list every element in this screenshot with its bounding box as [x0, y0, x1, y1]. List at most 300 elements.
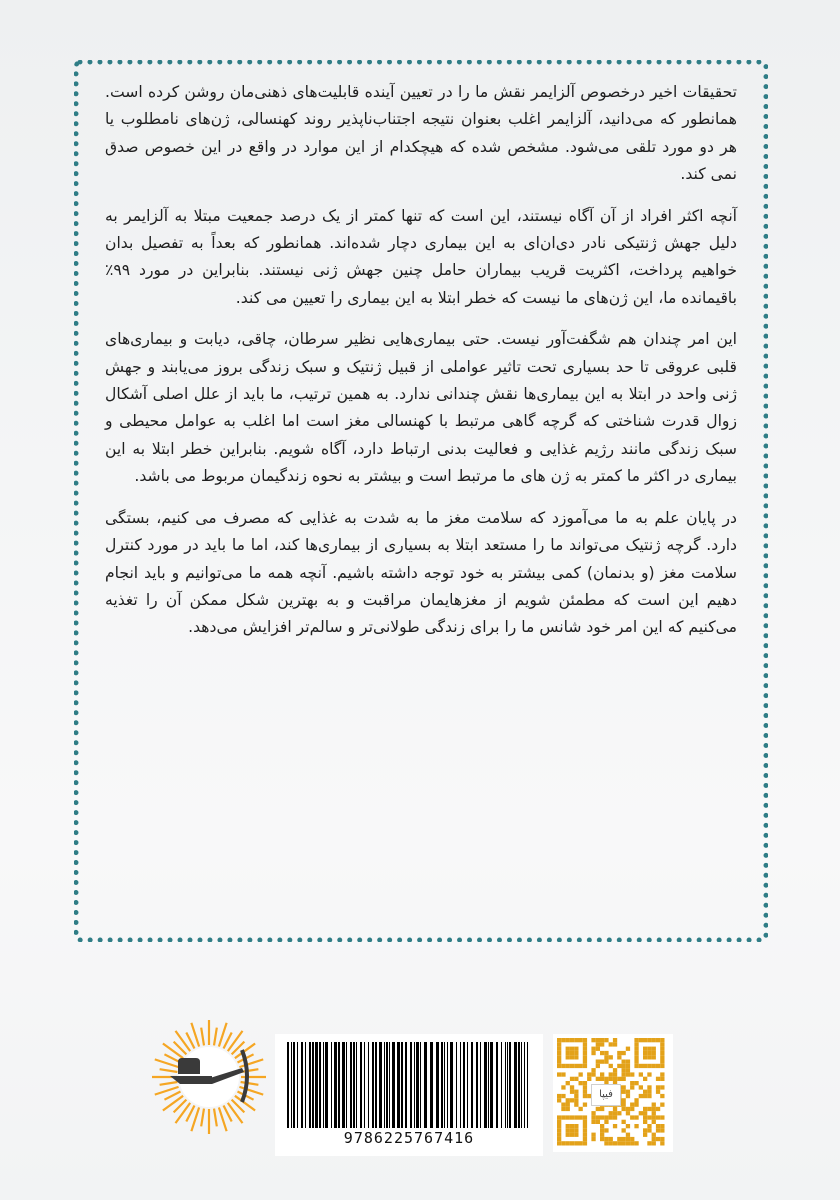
qr-module — [660, 1115, 664, 1119]
qr-module — [600, 1137, 604, 1141]
qr-module — [652, 1111, 656, 1115]
qr-module — [656, 1085, 660, 1089]
qr-module — [660, 1051, 664, 1055]
qr-module — [570, 1115, 574, 1119]
qr-module — [613, 1068, 617, 1072]
qr-badge-label: فیپا — [591, 1084, 621, 1106]
qr-module — [626, 1094, 630, 1098]
barcode-bar — [521, 1042, 522, 1128]
barcode-bar — [507, 1042, 508, 1128]
qr-module — [600, 1124, 604, 1128]
qr-module — [622, 1060, 626, 1064]
sun-ray — [214, 1028, 217, 1046]
barcode-bar — [518, 1042, 520, 1128]
qr-module — [617, 1051, 621, 1055]
qr-module — [561, 1107, 565, 1111]
qr-module — [652, 1107, 656, 1111]
qr-module — [634, 1038, 638, 1042]
barcode-bar — [416, 1042, 419, 1128]
barcode-bar — [384, 1042, 385, 1128]
qr-module — [566, 1115, 570, 1119]
qr-module — [639, 1064, 643, 1068]
qr-module — [660, 1085, 664, 1089]
barcode-bar — [401, 1042, 403, 1128]
qr-module — [566, 1107, 570, 1111]
qr-module — [591, 1047, 595, 1051]
qr-module — [643, 1051, 647, 1055]
qr-module — [634, 1047, 638, 1051]
sun-ray — [241, 1082, 259, 1085]
barcode-bar — [450, 1042, 453, 1128]
publisher-logo-icon — [150, 1018, 268, 1136]
qr-module — [617, 1055, 621, 1059]
qr-module — [622, 1085, 626, 1089]
barcode-bar — [346, 1042, 347, 1128]
qr-module — [604, 1141, 608, 1145]
barcode-bar — [405, 1042, 407, 1128]
qr-module — [622, 1077, 626, 1081]
qr-module — [656, 1107, 660, 1111]
qr-module — [570, 1064, 574, 1068]
barcode-bar — [509, 1042, 511, 1128]
barcode-bar — [524, 1042, 525, 1128]
qr-module — [600, 1128, 604, 1132]
qr-module — [557, 1094, 561, 1098]
qr-module — [566, 1128, 570, 1132]
qr-module — [652, 1133, 656, 1137]
qr-module — [622, 1141, 626, 1145]
qr-module — [622, 1137, 626, 1141]
qr-module — [660, 1060, 664, 1064]
barcode-bar — [287, 1042, 289, 1128]
qr-module — [660, 1072, 664, 1076]
qr-module — [600, 1115, 604, 1119]
qr-module — [570, 1128, 574, 1132]
qr-module — [643, 1077, 647, 1081]
barcode-bar — [312, 1042, 314, 1128]
qr-module — [557, 1128, 561, 1132]
qr-module — [557, 1124, 561, 1128]
qr-module — [591, 1068, 595, 1072]
qr-module — [566, 1081, 570, 1085]
barcode-bar — [514, 1042, 517, 1128]
qr-module — [643, 1055, 647, 1059]
qr-module — [617, 1137, 621, 1141]
barcode-bar — [293, 1042, 295, 1128]
qr-module — [613, 1124, 617, 1128]
qr-module — [622, 1103, 626, 1107]
qr-module — [591, 1137, 595, 1141]
qr-module — [647, 1094, 651, 1098]
qr-module — [634, 1064, 638, 1068]
qr-module — [600, 1051, 604, 1055]
barcode-bar — [463, 1042, 465, 1128]
qr-module — [604, 1051, 608, 1055]
qr-module — [600, 1077, 604, 1081]
qr-module — [596, 1077, 600, 1081]
qr-module — [583, 1124, 587, 1128]
qr-module — [643, 1115, 647, 1119]
barcode-bar — [444, 1042, 445, 1128]
qr-module — [561, 1072, 565, 1076]
qr-module — [566, 1103, 570, 1107]
qr-module — [574, 1103, 578, 1107]
qr-module — [596, 1120, 600, 1124]
qr-module — [660, 1038, 664, 1042]
qr-module — [622, 1098, 626, 1102]
qr-module — [647, 1128, 651, 1132]
qr-module — [557, 1051, 561, 1055]
barcode-bar — [334, 1042, 337, 1128]
qr-module — [630, 1107, 634, 1111]
qr-module — [570, 1051, 574, 1055]
qr-module — [609, 1064, 613, 1068]
qr-module — [639, 1085, 643, 1089]
sun-ray — [160, 1082, 178, 1085]
qr-module — [622, 1064, 626, 1068]
barcode-bar — [505, 1042, 506, 1128]
qr-module — [570, 1098, 574, 1102]
qr-module — [570, 1038, 574, 1042]
qr-module — [570, 1133, 574, 1137]
barcode-bar — [323, 1042, 324, 1128]
barcode-bar — [379, 1042, 382, 1128]
qr-module — [613, 1115, 617, 1119]
qr-module — [643, 1107, 647, 1111]
qr-module — [570, 1141, 574, 1145]
qr-module — [639, 1111, 643, 1115]
qr-module — [626, 1060, 630, 1064]
qr-module — [566, 1051, 570, 1055]
qr-module — [566, 1141, 570, 1145]
qr-module — [583, 1137, 587, 1141]
barcode-bar — [420, 1042, 421, 1128]
qr-module — [557, 1137, 561, 1141]
qr-module — [587, 1072, 591, 1076]
qr-module — [634, 1055, 638, 1059]
qr-module — [656, 1115, 660, 1119]
qr-module — [570, 1047, 574, 1051]
barcode-bar — [490, 1042, 493, 1128]
qr-module — [561, 1064, 565, 1068]
barcode-bar — [496, 1042, 498, 1128]
qr-module — [579, 1081, 583, 1085]
qr-module — [626, 1137, 630, 1141]
blurb-paragraph-2: آنچه اکثر افراد از آن آگاه نیستند، این است که تنها کمتر از یک درصد جمعیت مبتلا به آلزایمر به دلیل جهش ژنتیکی نادر دی‌ان‌ای به این بیماری دچار شده‌اند. همانطور که بعداً به تفصیل بدان خواهیم پرداخت، اکثریت قریب بیماران حامل چنین جهش ژنی نیستند. بنابراین در مورد ۹۹٪ باقیمانده ما، این ژن‌های ما نیست که خطر ابتلا به این بیماری را تعیین می کند. — [105, 206, 737, 307]
qr-module — [652, 1038, 656, 1042]
qr-module — [583, 1103, 587, 1107]
qr-module — [600, 1107, 604, 1111]
qr-module — [557, 1133, 561, 1137]
qr-module — [639, 1072, 643, 1076]
qr-module — [626, 1107, 630, 1111]
qr-module — [613, 1141, 617, 1145]
barcode-bar — [315, 1042, 318, 1128]
barcode-bar — [476, 1042, 478, 1128]
qr-module — [626, 1141, 630, 1145]
qr-module — [626, 1072, 630, 1076]
qr-module — [626, 1068, 630, 1072]
qr-module — [643, 1090, 647, 1094]
qr-module — [579, 1038, 583, 1042]
qr-module — [561, 1141, 565, 1145]
barcode-icon — [275, 1034, 543, 1156]
qr-module — [574, 1115, 578, 1119]
qr-module — [622, 1068, 626, 1072]
qr-module — [660, 1064, 664, 1068]
qr-module — [574, 1094, 578, 1098]
qr-module — [652, 1137, 656, 1141]
barcode-bar — [414, 1042, 415, 1128]
qr-module — [591, 1133, 595, 1137]
qr-module — [652, 1103, 656, 1107]
qr-module — [634, 1060, 638, 1064]
blurb-paragraph-3: این امر چندان هم شگفت‌آور نیست. حتی بیماری‌هایی نظیر سرطان، چاقی، دیابت و بیماری‌های قلبی عروقی تا حد بسیاری تحت تاثیر عواملی از قبیل ژنتیک و سبک زندگی بروز می‌یابند و جهش ژنی واحد در ابتلا به این بیماری‌ها نقش چندانی ندارد. به همین ترتیب، ما باید از علل اصلی آشکال زوال قدرت شناختی که گرچه گاهی مرتبط با کهنسالی مغز است اما اغلب به عوامل محیطی و سبک زندگی مانند رژیم غذایی و فعالیت بدنی ارتباط دارد، آگاه شویم. بنابراین خطر ابتلا به این بیماری در اکثر ما کمتر به ژن های ما مرتبط است و بیشتر به نحوه زندگیمان مربوط می باشد. — [105, 330, 737, 486]
qr-module — [583, 1047, 587, 1051]
qr-module — [617, 1064, 621, 1068]
qr-module — [579, 1141, 583, 1145]
barcode-bar — [338, 1042, 340, 1128]
qr-module — [561, 1094, 565, 1098]
qr-module — [583, 1115, 587, 1119]
barcode-bar — [501, 1042, 502, 1128]
qr-module — [634, 1042, 638, 1046]
qr-module — [570, 1055, 574, 1059]
barcode-bar — [364, 1042, 365, 1128]
barcode-bar — [342, 1042, 345, 1128]
qr-module — [583, 1133, 587, 1137]
qr-module — [647, 1072, 651, 1076]
qr-module — [613, 1072, 617, 1076]
qr-module — [660, 1094, 664, 1098]
qr-module — [639, 1094, 643, 1098]
qr-module — [557, 1047, 561, 1051]
qr-module — [660, 1047, 664, 1051]
qr-module — [634, 1103, 638, 1107]
qr-module — [557, 1098, 561, 1102]
barcode-bar — [305, 1042, 306, 1128]
qr-module — [600, 1072, 604, 1076]
barcode-bar — [441, 1042, 443, 1128]
qr-module — [630, 1137, 634, 1141]
qr-module — [609, 1141, 613, 1145]
qr-module — [656, 1064, 660, 1068]
qr-module — [596, 1047, 600, 1051]
sun-ray — [160, 1069, 178, 1072]
qr-module — [596, 1107, 600, 1111]
qr-module — [622, 1107, 626, 1111]
qr-module — [557, 1060, 561, 1064]
qr-module — [604, 1038, 608, 1042]
qr-module — [647, 1038, 651, 1042]
qr-module — [566, 1064, 570, 1068]
qr-module — [587, 1077, 591, 1081]
blurb-frame — [74, 60, 768, 942]
qr-module — [626, 1047, 630, 1051]
barcode-bar — [480, 1042, 481, 1128]
qr-module — [557, 1042, 561, 1046]
qr-module — [630, 1085, 634, 1089]
barcode-bar — [356, 1042, 357, 1128]
qr-module — [591, 1111, 595, 1115]
qr-module — [660, 1042, 664, 1046]
blurb-paragraph-1: تحقیقات اخیر درخصوص آلزایمر نقش ما را در تعیین آینده قابلیت‌های ذهنی‌مان روشن کرده است. همانطور که می‌دانید، آلزایمر اغلب بعنوان نتیجه اجتناب‌ناپذیر روند کهنسالی، ژن‌های نامطلوب یا هر دو مورد تلقی می‌شود. مشخص شده که هیچکدام از این موارد در واقع در این خصوص صدق نمی کند. — [105, 83, 737, 184]
qr-module — [596, 1064, 600, 1068]
qr-module — [566, 1133, 570, 1137]
qr-module — [647, 1090, 651, 1094]
qr-module — [609, 1072, 613, 1076]
qr-module — [643, 1094, 647, 1098]
qr-module — [561, 1103, 565, 1107]
barcode-bar — [488, 1042, 489, 1128]
qr-module — [656, 1137, 660, 1141]
qr-module — [617, 1141, 621, 1145]
barcode-bar — [436, 1042, 439, 1128]
qr-module — [622, 1051, 626, 1055]
qr-module — [574, 1124, 578, 1128]
qr-module — [634, 1141, 638, 1145]
qr-module — [643, 1047, 647, 1051]
qr-module — [634, 1115, 638, 1119]
qr-module — [591, 1051, 595, 1055]
qr-module — [604, 1115, 608, 1119]
barcode-bar — [325, 1042, 328, 1128]
qr-module — [630, 1072, 634, 1076]
qr-module — [613, 1042, 617, 1046]
barcode-bar — [424, 1042, 427, 1128]
qr-module — [609, 1115, 613, 1119]
qr-module — [557, 1064, 561, 1068]
qr-module — [583, 1141, 587, 1145]
qr-module — [591, 1072, 595, 1076]
qr-module — [574, 1133, 578, 1137]
qr-module — [609, 1111, 613, 1115]
qr-module — [656, 1090, 660, 1094]
barcode-bar — [389, 1042, 390, 1128]
qr-module — [647, 1064, 651, 1068]
qr-module — [600, 1038, 604, 1042]
qr-module — [643, 1128, 647, 1132]
qr-module — [652, 1120, 656, 1124]
qr-module — [660, 1137, 664, 1141]
qr-module — [630, 1141, 634, 1145]
barcode-bar — [392, 1042, 395, 1128]
qr-module — [596, 1060, 600, 1064]
qr-module — [557, 1055, 561, 1059]
qr-module — [574, 1038, 578, 1042]
qr-module — [570, 1085, 574, 1089]
qr-module — [630, 1115, 634, 1119]
qr-module — [566, 1055, 570, 1059]
barcode-bar — [301, 1042, 303, 1128]
qr-module — [570, 1124, 574, 1128]
barcode-bar — [527, 1042, 528, 1128]
qr-module — [574, 1055, 578, 1059]
qr-module — [583, 1090, 587, 1094]
qr-module — [634, 1124, 638, 1128]
sun-ray — [201, 1028, 204, 1046]
qr-module — [600, 1042, 604, 1046]
qr-module — [579, 1115, 583, 1119]
qr-module — [561, 1085, 565, 1089]
qr-module — [596, 1042, 600, 1046]
qr-module — [604, 1060, 608, 1064]
qr-module — [600, 1133, 604, 1137]
barcode-bar — [375, 1042, 377, 1128]
qr-module — [647, 1124, 651, 1128]
qr-module — [574, 1098, 578, 1102]
qr-module — [557, 1038, 561, 1042]
qr-module — [656, 1038, 660, 1042]
qr-module — [557, 1072, 561, 1076]
barcode-bar — [360, 1042, 362, 1128]
barcode-bar — [319, 1042, 321, 1128]
qr-module — [574, 1090, 578, 1094]
qr-module — [609, 1077, 613, 1081]
qr-module — [574, 1077, 578, 1081]
qr-module — [630, 1081, 634, 1085]
qr-module — [566, 1038, 570, 1042]
qr-module — [557, 1120, 561, 1124]
qr-module — [647, 1051, 651, 1055]
qr-module — [561, 1115, 565, 1119]
qr-module — [660, 1055, 664, 1059]
barcode-bar — [372, 1042, 374, 1128]
qr-module — [643, 1133, 647, 1137]
qr-module — [652, 1051, 656, 1055]
qr-module — [591, 1038, 595, 1042]
isbn-number: 9786225767416 — [343, 1129, 475, 1147]
qr-module — [596, 1038, 600, 1042]
qr-module — [583, 1120, 587, 1124]
qr-module — [613, 1038, 617, 1042]
qr-module — [574, 1141, 578, 1145]
qr-code-icon — [553, 1034, 673, 1152]
sun-rays-icon — [150, 1018, 268, 1136]
qr-module — [579, 1107, 583, 1111]
qr-module — [643, 1038, 647, 1042]
barcode-bar — [471, 1042, 473, 1128]
barcode-bars — [285, 1042, 533, 1128]
qr-module — [626, 1111, 630, 1115]
qr-module — [609, 1042, 613, 1046]
qr-module — [583, 1081, 587, 1085]
qr-module — [570, 1090, 574, 1094]
qr-module — [622, 1090, 626, 1094]
qr-module — [583, 1064, 587, 1068]
qr-module — [622, 1128, 626, 1132]
barcode-bar — [368, 1042, 369, 1128]
qr-module — [626, 1064, 630, 1068]
qr-module — [566, 1098, 570, 1102]
barcode-bar — [350, 1042, 352, 1128]
barcode-bar — [309, 1042, 311, 1128]
qr-module — [591, 1120, 595, 1124]
barcode-bar — [386, 1042, 388, 1128]
barcode-bar — [353, 1042, 355, 1128]
qr-module — [647, 1047, 651, 1051]
qr-module — [574, 1064, 578, 1068]
qr-module — [660, 1124, 664, 1128]
qr-module — [626, 1124, 630, 1128]
qr-module — [583, 1060, 587, 1064]
qr-module — [626, 1090, 630, 1094]
qr-module — [570, 1077, 574, 1081]
sun-ray — [214, 1109, 217, 1127]
qr-module — [643, 1111, 647, 1115]
qr-module — [634, 1098, 638, 1102]
barcode-bar — [297, 1042, 298, 1128]
